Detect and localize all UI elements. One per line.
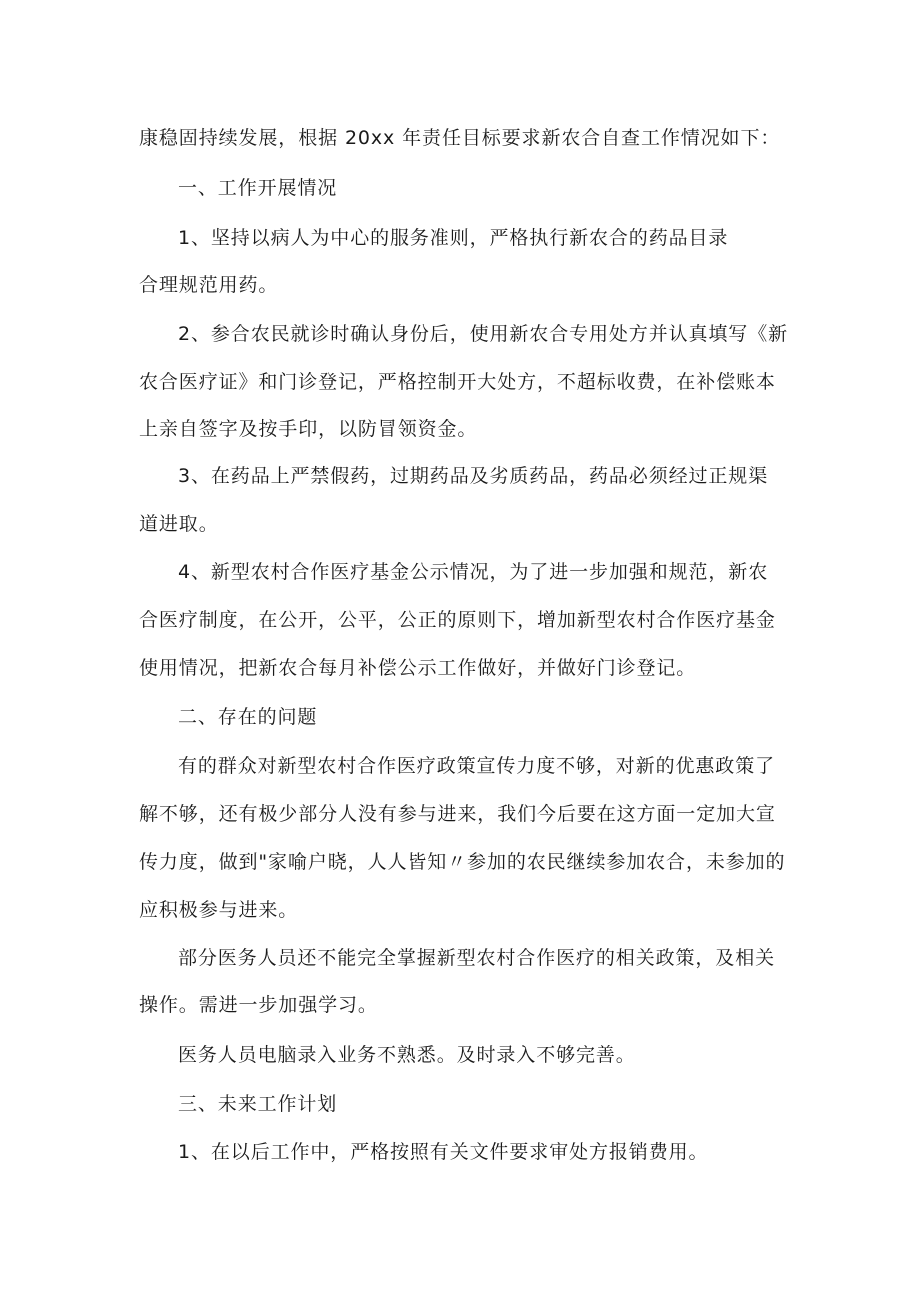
section-heading: 三、未来工作计划 bbox=[178, 1093, 338, 1115]
text-line: 4、新型农村合作医疗基金公示情况，为了进一步加强和规范，新农 bbox=[178, 561, 769, 583]
text-line: 2、参合农民就诊时确认身份后，使用新农合专用处方并认真填写《新 bbox=[178, 323, 788, 345]
text-line: 操作。需进一步加强学习。 bbox=[139, 994, 378, 1016]
text-line: 解不够，还有极少部分人没有参与进来，我们今后要在这方面一定加大宣 bbox=[139, 803, 776, 825]
text-line: 部分医务人员还不能完全掌握新型农村合作医疗的相关政策，及相关 bbox=[178, 947, 776, 969]
text-line: 合理规范用药。 bbox=[139, 274, 279, 296]
text-line: 1、坚持以病人为中心的服务准则，严格执行新农合的药品目录 bbox=[178, 227, 729, 249]
section-heading: 一、工作开展情况 bbox=[178, 177, 338, 199]
text-line: 1、在以后工作中，严格按照有关文件要求审处方报销费用。 bbox=[178, 1141, 709, 1163]
text-line: 康稳固持续发展，根据 20xx 年责任目标要求新农合自查工作情况如下： bbox=[139, 127, 781, 149]
text-line: 合医疗制度，在公开，公平，公正的原则下，增加新型农村合作医疗基金 bbox=[139, 609, 776, 631]
text-line: 应积极参与进来。 bbox=[139, 899, 299, 921]
text-line: 传力度，做到"家喻户晓，人人皆知〃参加的农民继续参加农合，未参加的 bbox=[139, 851, 786, 873]
text-line: 使用情况，把新农合每月补偿公示工作做好，并做好门诊登记。 bbox=[139, 657, 697, 679]
text-line: 农合医疗证》和门诊登记，严格控制开大处方，不超标收费，在补偿账本 bbox=[139, 371, 776, 393]
text-line: 医务人员电脑录入业务不熟悉。及时录入不够完善。 bbox=[178, 1044, 636, 1066]
text-line: 上亲自签字及按手印，以防冒领资金。 bbox=[139, 418, 478, 440]
text-line: 道进取。 bbox=[139, 513, 219, 535]
text-line: 有的群众对新型农村合作医疗政策宣传力度不够，对新的优惠政策了 bbox=[178, 755, 776, 777]
section-heading: 二、存在的问题 bbox=[178, 706, 318, 728]
text-line: 3、在药品上严禁假药，过期药品及劣质药品，药品必须经过正规渠 bbox=[178, 465, 769, 487]
